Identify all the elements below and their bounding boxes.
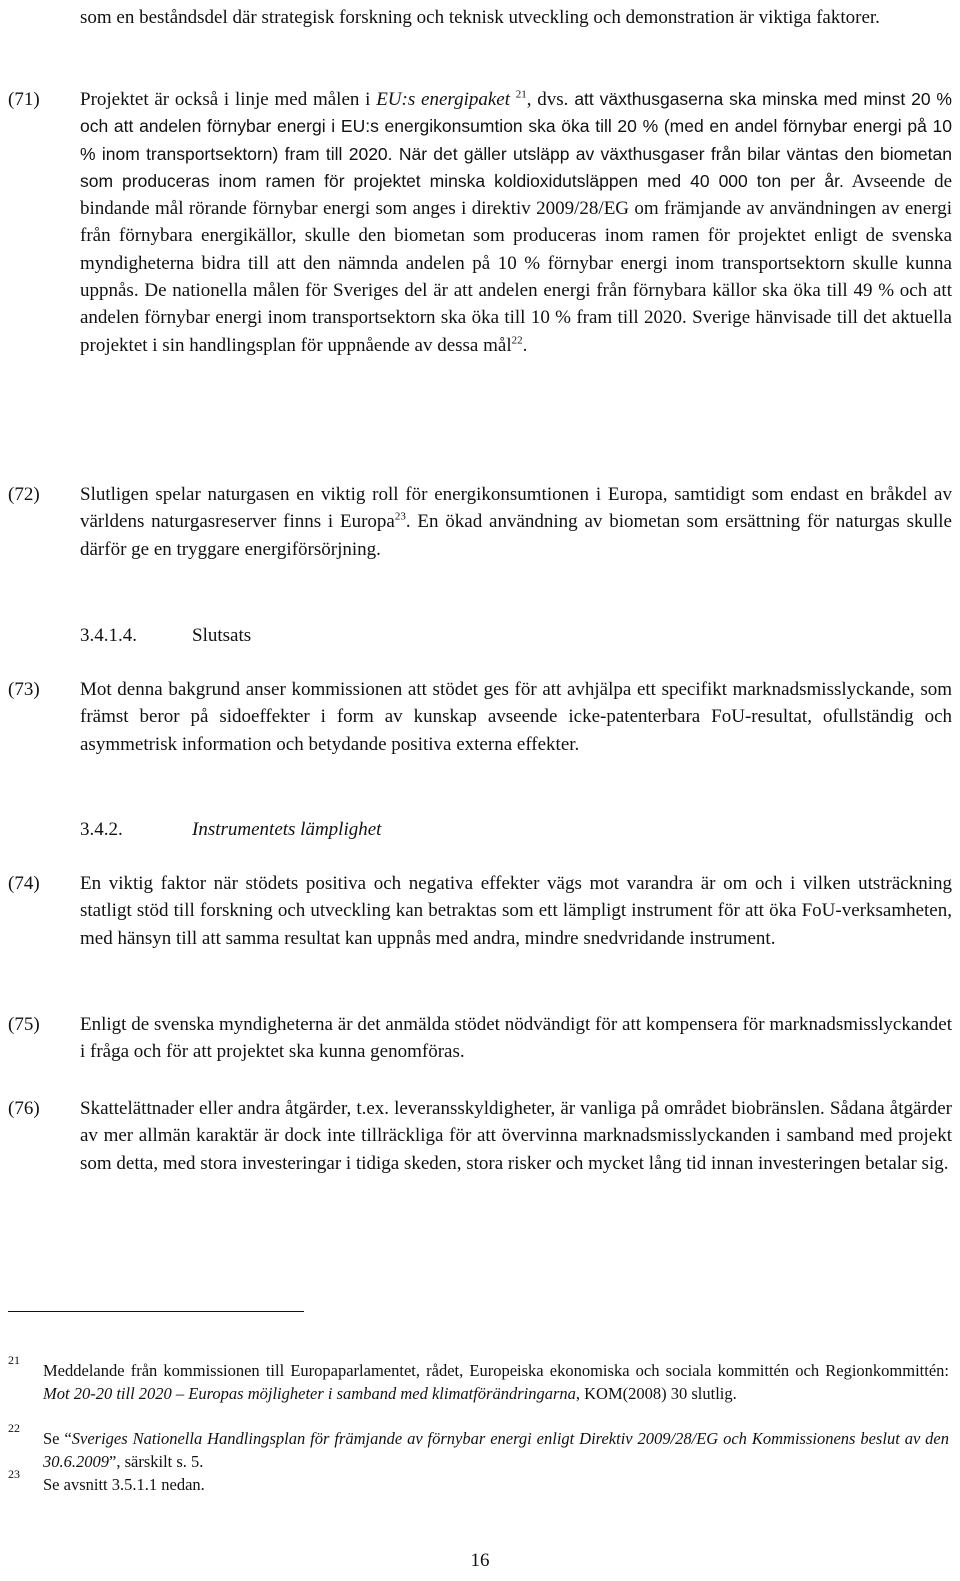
paragraph-number: (71) [8, 89, 40, 110]
paragraph-text: Mot denna bakgrund anser kommissionen att stödet ges för att avhjälpa ett specifikt marknadsmisslyckande, som främst beror på sidoeffekter i form av kunskap avseende icke-patenterbara FoU-resultat, ofullständig och asymmetrisk information och betydande positiva externa effekter. [80, 679, 952, 755]
paragraph-number: (76) [8, 1098, 40, 1119]
page-number: 16 [470, 1550, 490, 1571]
footnote-number: 23 [8, 1467, 20, 1481]
footnote-text: Se avsnitt 3.5.1.1 nedan. [43, 1475, 205, 1494]
footnote-text: Meddelande från kommissionen till Europaparlamentet, rådet, Europeiska ekonomiska och sociala kommittén och Regionkommittén: Mot 20-20 till 2020 – Europas möjligheter i samband med klimatförändringarna, KOM(2008) 30 slutlig. [43, 1361, 949, 1403]
paragraph-text: En viktig faktor när stödets positiva och negativa effekter vägs mot varandra är om och i vilken utsträckning statligt stöd till forskning och utveckling kan betraktas som ett lämpligt instrument för att öka FoU-verksamheten, med hänsyn till att samma resultat kan uppnås med andra, mindre snedvridande instrument. [80, 873, 952, 949]
paragraph-text: som en beståndsdel där strategisk forskning och teknisk utveckling och demonstration är viktiga faktorer. [80, 7, 880, 28]
section-title: Instrumentets lämplighet [192, 819, 382, 840]
paragraph-text: Projektet är också i linje med målen i EU:s energipaket $^{21}$, dvs. att växthusgaserna ska minska med minst 20 % och att andelen förnybar energi i EU:s energikonsumtion ska öka till 20 % (med en andel förnybar energi på 10 % inom transportsektorn) fram till 2020. När det gäller utsläpp av växthusgaser från bilar väntas den biometan som produceras inom ramen för projektet minska koldioxidutsläppen med 40 000 ton per år. Avseende de bindande mål rörande förnybar energi som anges i direktiv 2009/28/EG om främjande av användningen av energi från förnybara energikällor, skulle den biometan som produceras inom ramen för projektet enligt de svenska myndigheterna bidra till att den nämnda andelen på 10 % förnybar energi inom transportsektorn skulle kunna uppnås. De nationella målen för Sveriges del är att andelen energi från förnybara källor ska öka till 49 % och att andelen förnybar energi inom transportsektorn ska öka till 10 % fram till 2020. Sverige hänvisade till det aktuella projektet i sin handlingsplan för uppnående av dessa mål$^{22}$. [80, 88, 952, 356]
footnote-text: Se “Sveriges Nationella Handlingsplan för främjande av förnybar energi enligt Direktiv 2009/28/EG och Kommissionens beslut av den 30.6.2009”, särskilt s. 5. [43, 1429, 950, 1471]
footnote-ref[interactable]: 21 [515, 88, 527, 101]
paragraph-number: (72) [8, 484, 40, 505]
section-number: 3.4.1.4. [80, 625, 137, 646]
paragraph-number: (75) [8, 1014, 40, 1035]
emphasis: EU:s energipaket [376, 89, 510, 110]
section-heading [80, 816, 381, 843]
paragraph-text: Slutligen spelar naturgasen en viktig roll för energikonsumtionen i Europa, samtidigt som endast en bråkdel av världens naturgasreserver finns i Europa$^{23}$. En ökad användning av biometan som ersättning för naturgas skulle därför ge en tryggare energiförsörjning. [80, 484, 952, 560]
footnote-separator [8, 1311, 304, 1312]
paragraph-number: (74) [8, 873, 40, 894]
section-title: Slutsats [192, 625, 252, 646]
footnote-number: 22 [8, 1421, 20, 1435]
section-number: 3.4.2. [80, 819, 123, 840]
footnote-number: 21 [8, 1353, 20, 1367]
paragraph-text: Enligt de svenska myndigheterna är det anmälda stödet nödvändigt för att kompensera för marknadsmisslyckandet i fråga och för att projektet ska kunna genomföras. [80, 1014, 952, 1063]
footnote-ref[interactable]: 23 [394, 510, 406, 523]
footnote-ref[interactable]: 22 [511, 334, 523, 347]
paragraph-number: (73) [8, 679, 40, 700]
paragraph-text: Skattelättnader eller andra åtgärder, t.ex. leveransskyldigheter, är vanliga på området biobränslen. Sådana åtgärder av mer allmän karaktär är dock inte tillräckliga för att övervinna marknadsmisslyckanden i samband med projekt som detta, med stora investeringar i tidiga skeden, stora risker och mycket lång tid innan investeringen betalar sig. [80, 1098, 952, 1174]
section-heading [80, 622, 251, 649]
